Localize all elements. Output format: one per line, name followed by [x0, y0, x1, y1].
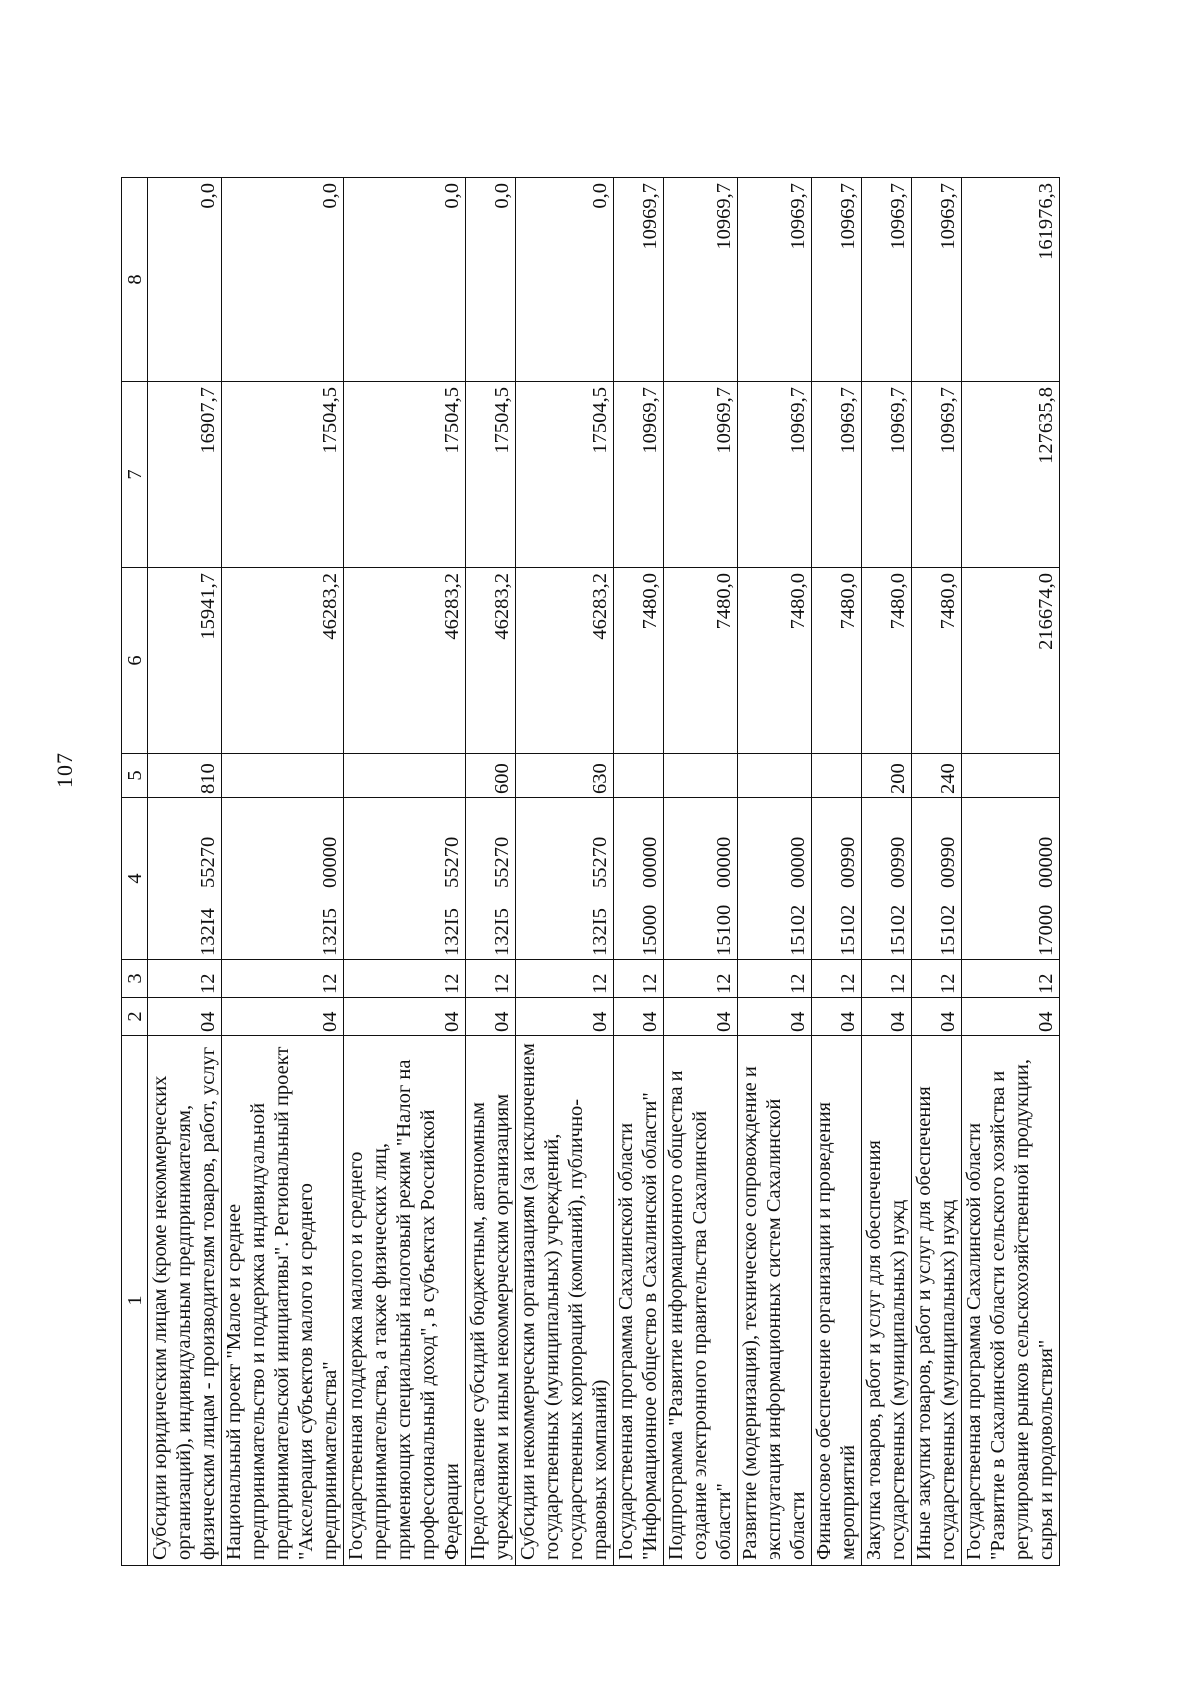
subsection-code: 12: [962, 960, 1060, 998]
row-description: Развитие (модернизация), техническое сопровождение и эксплуатация информационных систем Сахалинской области: [738, 1036, 812, 1566]
table-row: [664, 178, 738, 1566]
section-code: 04: [962, 998, 1060, 1036]
target-article-code-program: 132I5: [441, 908, 463, 956]
amount-year-1: 46283,2: [516, 568, 614, 754]
row-description: Субсидии некоммерческим организациям (за исключением государственных (муниципальных) учреждений, государственных корпораций (компаний), публично-правовых компаний): [516, 1036, 614, 1566]
target-article-code-program: 132I5: [491, 908, 513, 956]
section-code: 04: [664, 998, 738, 1036]
target-article-code: [222, 798, 344, 960]
column-header: 3: [122, 960, 148, 998]
amount-year-3: 10969,7: [664, 178, 738, 382]
target-article-code-direction: 00990: [937, 836, 959, 888]
row-description: Иные закупки товаров, работ и услуг для обеспечения государственных (муниципальных) нужд: [912, 1036, 962, 1566]
amount-year-2: 17504,5: [344, 382, 466, 568]
target-article-code-direction: 55270: [441, 836, 463, 888]
amount-year-3: 10969,7: [614, 178, 664, 382]
amount-year-1: 7480,0: [614, 568, 664, 754]
target-article-code: [344, 798, 466, 960]
table-row: [738, 178, 812, 1566]
table-row: [962, 178, 1060, 1566]
amount-year-3: 10969,7: [862, 178, 912, 382]
section-code: 04: [148, 998, 222, 1036]
target-article-code-direction: 00000: [787, 836, 809, 888]
target-article-code-program: 15102: [837, 904, 859, 956]
target-article-code-direction: 00000: [713, 836, 735, 888]
subsection-code: 12: [516, 960, 614, 998]
target-article-code: [148, 798, 222, 960]
target-article-code: [738, 798, 812, 960]
target-article-code-program: 15000: [639, 904, 661, 956]
section-code: 04: [912, 998, 962, 1036]
budget-table: [121, 177, 1060, 1566]
amount-year-2: 17504,5: [222, 382, 344, 568]
section-code: 04: [222, 998, 344, 1036]
column-header: 2: [122, 998, 148, 1036]
amount-year-2: 10969,7: [614, 382, 664, 568]
amount-year-1: 7480,0: [912, 568, 962, 754]
row-description: Государственная поддержка малого и среднего предпринимательства, а также физических лиц, применяющих специальный налоговый режим "Налог на профессиональный доход", в субъектах Российской Федерации: [344, 1036, 466, 1566]
amount-year-2: 10969,7: [738, 382, 812, 568]
target-article-code-direction: 00000: [319, 836, 341, 888]
expense-type-code: 200: [862, 754, 912, 798]
amount-year-1: 7480,0: [738, 568, 812, 754]
row-description: Подпрограмма "Развитие информационного общества и создание электронного правительства Сахалинской области": [664, 1036, 738, 1566]
subsection-code: 12: [912, 960, 962, 998]
amount-year-2: 10969,7: [664, 382, 738, 568]
amount-year-3: 0,0: [222, 178, 344, 382]
amount-year-3: 161976,3: [962, 178, 1060, 382]
amount-year-3: 10969,7: [738, 178, 812, 382]
amount-year-2: 10969,7: [812, 382, 862, 568]
amount-year-1: 46283,2: [222, 568, 344, 754]
target-article-code-direction: 55270: [589, 836, 611, 888]
row-description: Предоставление субсидий бюджетным, автономным учреждениям и иным некоммерческим организациям: [466, 1036, 516, 1566]
target-article-code: [862, 798, 912, 960]
row-description: Финансовое обеспечение организации и проведения мероприятий: [812, 1036, 862, 1566]
amount-year-1: 216674,0: [962, 568, 1060, 754]
row-description: Закупка товаров, работ и услуг для обеспечения государственных (муниципальных) нужд: [862, 1036, 912, 1566]
expense-type-code: [222, 754, 344, 798]
target-article-code-program: 15102: [937, 904, 959, 956]
section-code: 04: [812, 998, 862, 1036]
amount-year-3: 10969,7: [812, 178, 862, 382]
row-description: Государственная программа Сахалинской области "Информационное общество в Сахалинской области": [614, 1036, 664, 1566]
expense-type-code: 630: [516, 754, 614, 798]
amount-year-1: 7480,0: [812, 568, 862, 754]
table-row: [148, 178, 222, 1566]
table-row: [466, 178, 516, 1566]
row-description: Государственная программа Сахалинской области "Развитие в Сахалинской области сельского хозяйства и регулирование рынков сельскохозяйственной продукции, сырья и продовольствия": [962, 1036, 1060, 1566]
table-row: [516, 178, 614, 1566]
target-article-code-direction: 55270: [491, 836, 513, 888]
expense-type-code: 600: [466, 754, 516, 798]
table-row: [862, 178, 912, 1566]
expense-type-code: 810: [148, 754, 222, 798]
table-row: [344, 178, 466, 1566]
amount-year-2: 16907,7: [148, 382, 222, 568]
target-article-code-direction: 00990: [887, 836, 909, 888]
subsection-code: 12: [222, 960, 344, 998]
expense-type-code: 240: [912, 754, 962, 798]
target-article-code-program: 132I4: [197, 908, 219, 956]
target-article-code-direction: 00990: [837, 836, 859, 888]
target-article-code-program: 15100: [713, 904, 735, 956]
subsection-code: 12: [812, 960, 862, 998]
column-header: 5: [122, 754, 148, 798]
table-row: [812, 178, 862, 1566]
amount-year-3: 0,0: [344, 178, 466, 382]
amount-year-1: 46283,2: [344, 568, 466, 754]
target-article-code-direction: 00000: [639, 836, 661, 888]
amount-year-2: 17504,5: [466, 382, 516, 568]
row-description: Субсидии юридическим лицам (кроме некоммерческих организаций), индивидуальным предпринимателям, физическим лицам - производителям товаров, работ, услуг: [148, 1036, 222, 1566]
amount-year-1: 7480,0: [862, 568, 912, 754]
amount-year-2: 127635,8: [962, 382, 1060, 568]
subsection-code: 12: [664, 960, 738, 998]
subsection-code: 12: [738, 960, 812, 998]
target-article-code: [962, 798, 1060, 960]
table-row: [614, 178, 664, 1566]
subsection-code: 12: [148, 960, 222, 998]
amount-year-2: 17504,5: [516, 382, 614, 568]
amount-year-1: 46283,2: [466, 568, 516, 754]
subsection-code: 12: [614, 960, 664, 998]
target-article-code: [466, 798, 516, 960]
section-code: 04: [738, 998, 812, 1036]
header-row: [122, 178, 148, 1566]
amount-year-2: 10969,7: [912, 382, 962, 568]
target-article-code: [516, 798, 614, 960]
target-article-code: [664, 798, 738, 960]
expense-type-code: [614, 754, 664, 798]
amount-year-3: 10969,7: [912, 178, 962, 382]
column-header: 1: [122, 1036, 148, 1566]
target-article-code-direction: 00000: [1035, 836, 1057, 888]
section-code: 04: [862, 998, 912, 1036]
subsection-code: 12: [466, 960, 516, 998]
target-article-code-direction: 55270: [197, 836, 219, 888]
page-number: 107: [52, 752, 77, 788]
target-article-code-program: 132I5: [319, 908, 341, 956]
amount-year-1: 7480,0: [664, 568, 738, 754]
section-code: 04: [344, 998, 466, 1036]
column-header: 6: [122, 568, 148, 754]
target-article-code-program: 132I5: [589, 908, 611, 956]
target-article-code: [614, 798, 664, 960]
expense-type-code: [738, 754, 812, 798]
subsection-code: 12: [344, 960, 466, 998]
column-header: 8: [122, 178, 148, 382]
target-article-code-program: 17000: [1035, 904, 1057, 956]
target-article-code: [812, 798, 862, 960]
amount-year-1: 15941,7: [148, 568, 222, 754]
expense-type-code: [812, 754, 862, 798]
amount-year-3: 0,0: [466, 178, 516, 382]
table-row: [912, 178, 962, 1566]
amount-year-2: 10969,7: [862, 382, 912, 568]
section-code: 04: [516, 998, 614, 1036]
table-row: [222, 178, 344, 1566]
section-code: 04: [466, 998, 516, 1036]
column-header: 7: [122, 382, 148, 568]
amount-year-3: 0,0: [516, 178, 614, 382]
expense-type-code: [962, 754, 1060, 798]
target-article-code-program: 15102: [787, 904, 809, 956]
target-article-code-program: 15102: [887, 904, 909, 956]
column-header: 4: [122, 798, 148, 960]
section-code: 04: [614, 998, 664, 1036]
amount-year-3: 0,0: [148, 178, 222, 382]
expense-type-code: [344, 754, 466, 798]
target-article-code: [912, 798, 962, 960]
subsection-code: 12: [862, 960, 912, 998]
row-description: Национальный проект "Малое и среднее предпринимательство и поддержка индивидуальной предпринимательской инициативы". Региональный проект "Акселерация субъектов малого и среднего предпринимательства": [222, 1036, 344, 1566]
expense-type-code: [664, 754, 738, 798]
